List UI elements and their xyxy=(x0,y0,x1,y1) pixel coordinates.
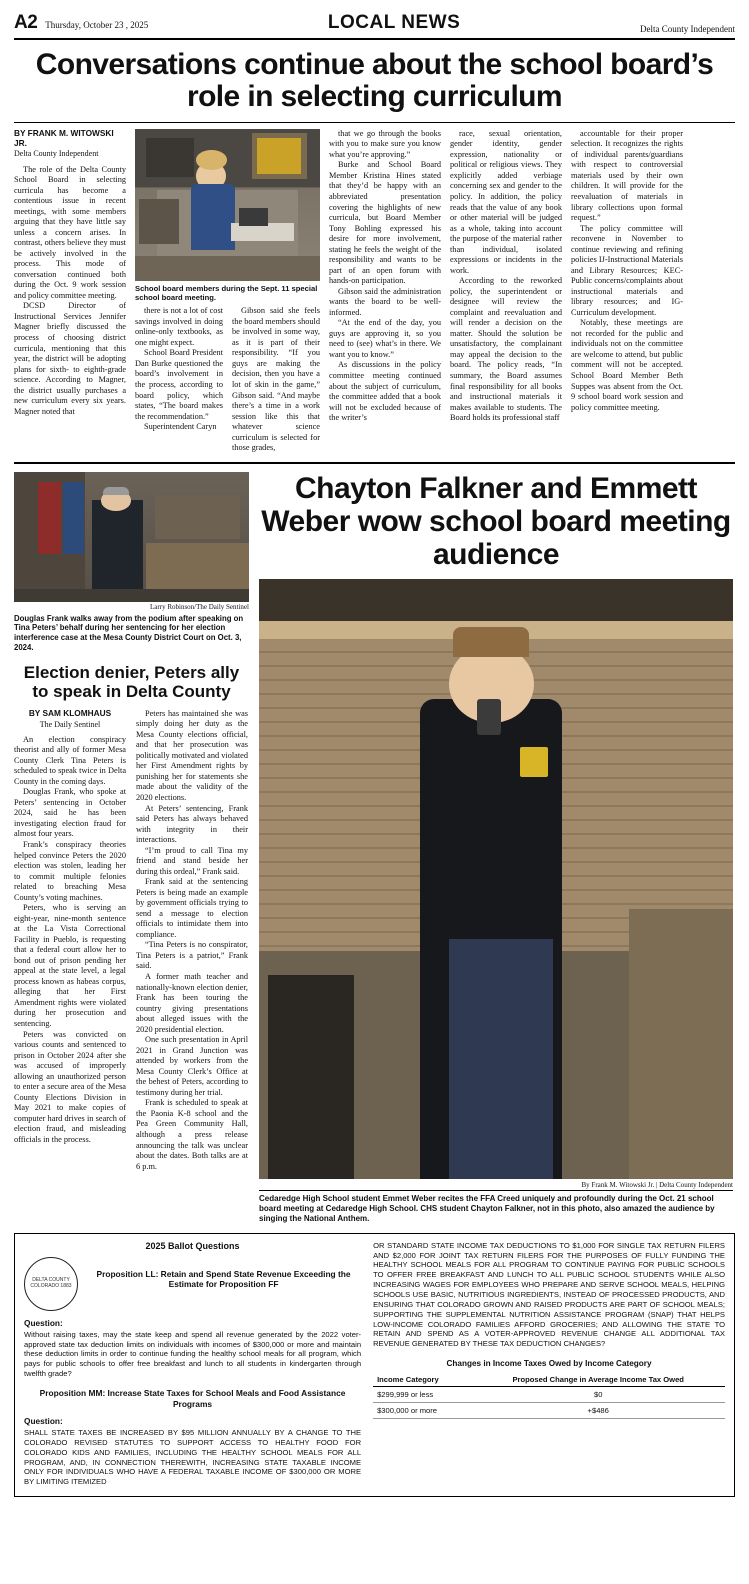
paragraph: A former math teacher and nationally-known election denier, Frank has been touring the country giving presentations about alleged issues with the 2020 presidential election. xyxy=(136,972,248,1034)
question-label-1: Question: xyxy=(24,1317,63,1328)
story1-photo-caption: School board members during the Sept. 11 special school board meeting. xyxy=(135,283,318,303)
paragraph: Frank is scheduled to speak at the Paonia K-8 school and the Pea Green Community Hall, although a press release announcing the talk was unclear about the dates. Both talks are at 6 p.m. xyxy=(136,1098,248,1171)
story1 xyxy=(14,129,735,454)
table-header-proposed-change: Proposed Change in Average Income Tax Owed xyxy=(471,1373,725,1387)
page-number: A2 xyxy=(14,12,38,33)
paragraph: “Tina Peters is no conspirator, Tina Peters is a patriot,” Frank said. xyxy=(136,940,248,971)
story1-photo-block xyxy=(135,129,320,303)
income-tax-table xyxy=(373,1373,725,1419)
proposition-mm-continued: OR STANDARD STATE INCOME TAX DEDUCTIONS TO $1,000 FOR SINGLE TAX RETURN FILERS AND $2,000 FOR JOINT TAX RETURN FILERS FOR THE PURPOSES OF FULLY FUNDING THE HEALTHY SCHOOL MEALS FOR ALL PROGRAM TO CONTINUE PAYING FOR PUBLIC SCHOOLS TO OFFER FREE BREAKFAST AND LUNCH TO ALL PUBLIC SCHOOL STUDENTS WHILE ALSO INCREASING WAGES FOR EMPLOYEES WHO PREPARE AND SERVE SCHOOL MEALS, HELPING SCHOOLS USE BASIC, NUTRITIOUS INGREDIENTS, INSTEAD OF PROCESSED PRODUCTS, AND ENSURING THAT COLORADO GROWN AND RAISED PRODUCTS ARE PART OF SCHOOL MEALS; SUPPORTING THE SUPPLEMENTAL NUTRITION ASSISTANCE PROGRAM (SNAP) THAT HELPS LOW-INCOME COLORADO FAMILIES AFFORD GROCERIES; AND ALLOWING THE STATE TO RETAIN AND SPEND AS A VOTER-APPROVED REVENUE CHANGE ALL ADDITIONAL TAX REVENUE GENERATED BY THESE TAX DEDUCTION CHANGES? xyxy=(373,1240,725,1349)
proposition-ll-question: Without raising taxes, may the state keep and spend all revenue generated by the 2022 voter-approved state tax deduction limits on individuals with incomes of $300,000 or more and maintain these deduction limits in order to continue funding the healthy school meals for all program, which pays for public schools to offer free breakfast and lunch to all students in kindergarten through twelfth grade? xyxy=(24,1329,362,1379)
table-header-row xyxy=(373,1373,725,1387)
story1-column-5 xyxy=(450,129,562,454)
story2-column-1 xyxy=(14,709,126,1172)
ballot-questions-box xyxy=(14,1233,735,1497)
story2-headline: Election denier, Peters ally to speak in Delta County xyxy=(23,662,240,701)
middle-section xyxy=(14,472,735,1224)
paragraph: Burke and School Board Member Kristina Hines stated that they’d be happy with an abbreviated presentation covering the highlights of new curricula, but Board Member Tony Bohling expressed his desire for more involvement, stating he feels the weight of the responsibility and wants to be part of an open forum with hands-on participation. xyxy=(329,160,441,286)
paragraph: The role of the Delta County School Board in selecting curricula has become a contentious issue in recent meetings, with some members arguing that they have little say unless a concern arises. In contrast, others believe they must be actively involved in the process. This mode of conversation continued both during the Oct. 9 work session and policy committee meeting. xyxy=(14,164,126,300)
paragraph: One such presentation in April 2021 in Grand Junction was attended by workers from the Mesa County Clerk’s Office at the behest of Peters, according to testimony during her trial. xyxy=(136,1035,248,1097)
paragraph: Douglas Frank, who spoke at Peters’ sentencing in October 2024, said he has been investigating election fraud for almost four years. xyxy=(14,787,126,839)
story1-column-4 xyxy=(329,129,441,454)
story2 xyxy=(14,472,249,1224)
story1-column-6 xyxy=(571,129,683,454)
table-cell-change: +$486 xyxy=(471,1403,725,1419)
question-label-2: Question: xyxy=(24,1416,63,1427)
story1-byline: BY FRANK M. WITOWSKI JR. xyxy=(14,127,114,148)
story2-photo-caption: Douglas Frank walks away from the podium after speaking on Tina Peters’ behalf during her sentencing for her election interference case at the Mesa County District Court on Oct. 3, 2024. xyxy=(14,613,244,652)
proposition-mm-question: SHALL STATE TAXES BE INCREASED BY $95 MILLION ANNUALLY BY A CHANGE TO THE COLORADO REVISED STATUTES TO SUPPORT ACCESS TO HEALTHY FOOD FOR COLORADO KIDS AND FAMILIES, INCLUDING THE HEALTHY SCHOOL MEALS FOR ALL PROGRAM, AND, IN CONNECTION THEREWITH, INCREASING STATE TAXABLE INCOME ONLY FOR INDIVIDUALS WHO HAVE A FEDERAL TAXABLE INCOME OF $300,000 OR MORE BY LIMITING ITEMIZED xyxy=(24,1428,362,1487)
paragraph: “At the end of the day, you guys are approving it, so you need to (see) what’s in there. We want you to know.” xyxy=(329,318,441,359)
story2-column-2 xyxy=(136,709,248,1172)
story3-photo-caption: Cedaredge High School student Emmet Weber recites the FFA Creed uniquely and profoundly during the Oct. 21 school board meeting at Cedaredge High School. CHS student Chayton Falkner, not in this photo, also amazed the audience by singing the National Anthem. xyxy=(259,1190,733,1224)
paragraph: As discussions in the policy committee meeting continued about the subject of curriculum, the committee added that a book will not be excluded because of the writer’s xyxy=(329,360,441,423)
story3-photo xyxy=(259,579,733,1179)
story2-columns xyxy=(14,709,249,1172)
paragraph: At Peters’ sentencing, Frank said Peters has always behaved with integrity in their interactions. xyxy=(136,803,248,845)
story1-column-2 xyxy=(135,129,320,454)
paragraph: Peters was convicted on various counts and sentenced to prison in October 2024 after she was accused of improperly allowing an unauthorized person to enter a secure area of the Mesa County Elections Division in May 2021 to make copies of computer hard drives in search of election fraud, and misleading officials in the process. xyxy=(14,1029,126,1144)
story1-byline-source: Delta County Independent xyxy=(14,149,99,159)
paragraph: An election conspiracy theorist and ally of former Mesa County Clerk Tina Peters is scheduled to speak twice in Delta County in the coming days. xyxy=(14,734,126,786)
paragraph: race, sexual orientation, gender identity, gender expression, nationality or political or religious views. They explicitly added verbiage concerning sex and gender to the policy. In addition, the policy reads that the value of any book or other material will be judged as a whole, taking into account the purpose of the material rather than individual, isolated expressions or incidents in the work. xyxy=(450,128,562,275)
story3-headline: Chayton Falkner and Emmett Weber wow school board meeting audience xyxy=(261,471,731,571)
paragraph: School Board President Dan Burke questioned the board’s involvement in the process, according to board policy, which states, “The board makes the recommendation.” xyxy=(135,348,223,421)
paragraph: Peters, who is serving an eight-year, nine-month sentence at the La Vista Correctional Facility in Pueblo, is requesting that a federal court allow her to bond out of prison pending her appeal at the state level, a legal process known as habeas corpus, alleging that her First Amendment rights were violated during her prosecution and sentencing. xyxy=(14,903,126,1028)
paragraph: According to the reworked policy, the superintendent or designee will review the complaint and reevaluation and will render a decision on the matter. Should the solution be unsatisfactory, the complainant may appeal the decision to the board. The policy reads, “In summary, the Board assumes final responsibility for all books and instructional materials it makes available to students. The Board holds its professional staff xyxy=(450,276,562,423)
story3 xyxy=(259,472,733,1224)
masthead xyxy=(14,12,735,40)
story1-headline: Conversations continue about the school board’s role in selecting curriculum xyxy=(35,48,714,114)
ballot-right-column xyxy=(373,1241,725,1487)
table-cell-category: $300,000 or more xyxy=(373,1403,471,1419)
paragraph: The policy committee will reconvene in November to continue reviewing and refining policies IJ-Instructional Materials and Library Resources; KEC-Public concerns/complaints about instructional materials and library resources; and IG-Curriculum development. xyxy=(571,223,683,317)
paragraph: “I’m proud to call Tina my friend and stand beside her during this ordeal,” Frank said. xyxy=(136,845,248,876)
story2-photo-credit: Larry Robinson/The Daily Sentinel xyxy=(150,602,249,611)
story3-photo-credit: By Frank M. Witowski Jr. | Delta County Independent xyxy=(581,1180,733,1189)
table-header-income-category: Income Category xyxy=(373,1373,471,1387)
story1-subcolumns xyxy=(135,306,320,453)
table-cell-category: $299,999 or less xyxy=(373,1387,471,1403)
ballot-title: 2025 Ballot Questions xyxy=(145,1240,240,1251)
paragraph: DCSD Director of Instructional Services Jennifer Magner briefly discussed the process of choosing district curricula, mentioning that this year, the district will be adopting plans for sixth- to eighth-grade science. According to Magner, the district usually purchases a new curriculum every six years. Magner noted that xyxy=(14,301,126,416)
story1-column-2b xyxy=(232,306,320,453)
paragraph: Frank said at the sentencing Peters is being made an example by government officials trying to send a message to election officials to intimidate them into compliance. xyxy=(136,877,248,939)
paragraph: that we go through the books with you to make sure you know what you’re approving.” xyxy=(329,128,441,159)
story2-byline: BY SAM KLOMHAUS xyxy=(28,707,112,718)
story1-column-2a xyxy=(135,306,223,453)
paragraph: there is not a lot of cost savings involved in doing online-only textbooks, as one might expect. xyxy=(135,306,223,347)
story1-column-1 xyxy=(14,129,126,454)
story2-photo xyxy=(14,472,249,602)
table-row xyxy=(373,1387,725,1403)
ballot-left-column xyxy=(24,1241,361,1487)
proposition-mm-title: Proposition MM: Increase State Taxes for School Meals and Food Assistance Programs xyxy=(39,1388,346,1409)
story2-byline-source: The Daily Sentinel xyxy=(39,719,101,729)
table-row xyxy=(373,1403,725,1419)
section-divider xyxy=(14,462,735,464)
paragraph: Peters has maintained she was simply doing her duty as the Mesa County elections official, and that her prosecution was politically motivated and violated her First Amendment rights by punishing her for statements she made about the validity of the 2020 elections. xyxy=(136,708,248,802)
table-cell-change: $0 xyxy=(471,1387,725,1403)
paragraph: Frank’s conspiracy theories helped convince Peters the 2020 election was stolen, leading her to commit multiple felonies related to breaching Mesa County’s voting machines. xyxy=(14,839,126,902)
masthead-date: Thursday, October 23 , 2025 xyxy=(45,20,149,30)
story1-photo xyxy=(135,129,320,281)
paragraph: Notably, these meetings are not recorded for the public and individuals not on the committee are welcome to attend, but public comment will not be accepted. School Board Member Beth Suppes was absent from the Oct. 9 school board work session and policy committee meeting. xyxy=(571,318,683,412)
paragraph: accountable for their proper selection. It recognizes the rights of individual parents/guardians with respect to controversial materials used by their own children. It will provide for the reevaluation of materials in library collections upon formal request.” xyxy=(571,128,683,223)
section-title: LOCAL NEWS xyxy=(327,12,461,33)
county-seal-icon: DELTA COUNTY COLORADO 1883 xyxy=(24,1257,78,1311)
income-table-title: Changes in Income Taxes Owed by Income Category xyxy=(446,1359,652,1369)
masthead-left xyxy=(14,12,148,34)
paragraph: Gibson said the administration wants the board to be well-informed. xyxy=(329,286,441,317)
paragraph: Superintendent Caryn xyxy=(144,422,217,432)
ballot-header xyxy=(24,1257,361,1311)
publication-name: Delta County Independent xyxy=(640,24,735,34)
divider-rule xyxy=(14,122,735,123)
proposition-ll-title: Proposition LL: Retain and Spend State Revenue Exceeding the Estimate for Proposition FF xyxy=(96,1268,351,1290)
paragraph: Gibson said she feels the board members should be involved in some way, as it is part of their responsibility. “If you guys are making the decision, then you have a lot of skin in the game,” Gibson said. “And maybe there’s a time in a work session like this that whatever science curriculum is selected for those grades, xyxy=(232,306,320,453)
